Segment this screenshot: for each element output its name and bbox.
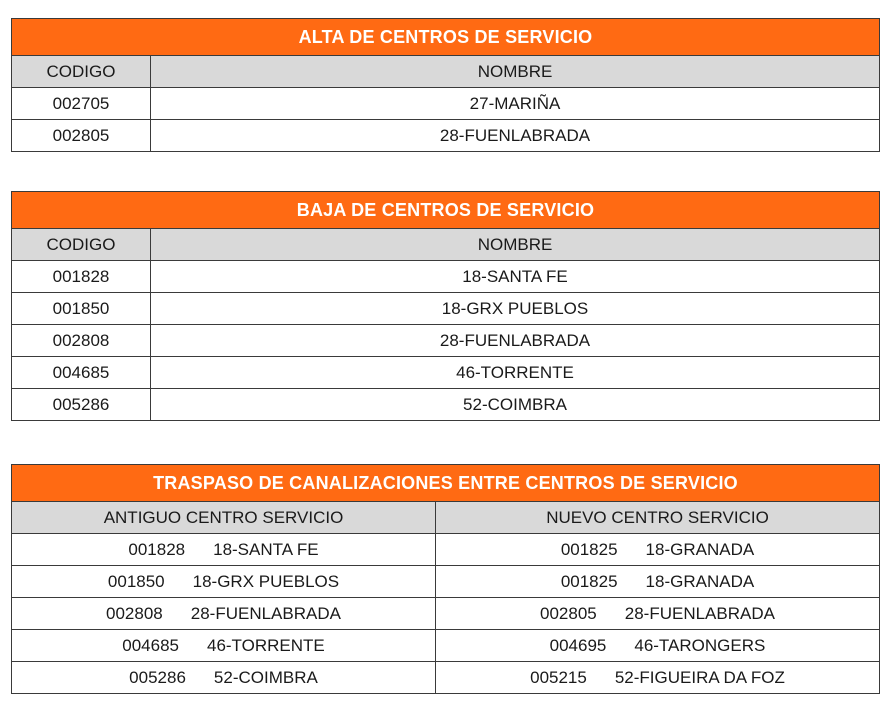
alta-header-nombre: NOMBRE: [151, 56, 880, 88]
traspaso-header-antiguo: ANTIGUO CENTRO SERVICIO: [12, 502, 436, 534]
nombre-cell: 52-COIMBRA: [151, 389, 880, 421]
antiguo-centro-cell: [12, 662, 436, 694]
nombre-cell: 46-TORRENTE: [151, 357, 880, 389]
alta-table: [11, 18, 880, 152]
nombre-cell: 27-MARIÑA: [151, 88, 880, 120]
table-row: [12, 389, 880, 421]
codigo-cell: 001850: [12, 293, 151, 325]
nuevo-nombre: 18-GRANADA: [645, 571, 755, 591]
nuevo-centro-cell: [436, 598, 880, 630]
antiguo-centro-cell: [12, 534, 436, 566]
nuevo-centro-cell: [436, 566, 880, 598]
nuevo-nombre: 52-FIGUEIRA DA FOZ: [614, 667, 785, 687]
antiguo-nombre: 18-GRX PUEBLOS: [192, 571, 340, 591]
nuevo-nombre: 28-FUENLABRADA: [624, 603, 775, 623]
alta-header-codigo: CODIGO: [12, 56, 151, 88]
table-row: [12, 293, 880, 325]
baja-header-nombre: NOMBRE: [151, 229, 880, 261]
nuevo-codigo: 001825: [560, 539, 618, 559]
traspaso-table-title: TRASPASO DE CANALIZACIONES ENTRE CENTROS DE SERVICIO: [12, 465, 880, 502]
codigo-cell: 002705: [12, 88, 151, 120]
antiguo-centro-cell: [12, 566, 436, 598]
antiguo-codigo: 005286: [129, 667, 186, 687]
baja-header-codigo: CODIGO: [12, 229, 151, 261]
antiguo-codigo: 001828: [128, 539, 186, 559]
nombre-cell: 28-FUENLABRADA: [151, 120, 880, 152]
nuevo-nombre: 18-GRANADA: [645, 539, 755, 559]
nuevo-centro-cell: [436, 534, 880, 566]
nombre-cell: 18-SANTA FE: [151, 261, 880, 293]
traspaso-header-nuevo: NUEVO CENTRO SERVICIO: [436, 502, 880, 534]
antiguo-codigo: 001850: [107, 571, 165, 591]
table-row: [12, 662, 880, 694]
antiguo-centro-cell: [12, 630, 436, 662]
table-row: [12, 566, 880, 598]
codigo-cell: 001828: [12, 261, 151, 293]
codigo-cell: 002805: [12, 120, 151, 152]
antiguo-codigo: 002808: [106, 603, 163, 623]
nuevo-codigo: 004695: [549, 635, 607, 655]
table-row: [12, 630, 880, 662]
nombre-cell: 18-GRX PUEBLOS: [151, 293, 880, 325]
antiguo-codigo: 004685: [122, 635, 179, 655]
antiguo-nombre: 52-COIMBRA: [213, 667, 318, 687]
table-row: [12, 357, 880, 389]
traspaso-table: [11, 464, 880, 694]
codigo-cell: 005286: [12, 389, 151, 421]
nuevo-centro-cell: [436, 630, 880, 662]
table-row: [12, 120, 880, 152]
codigo-cell: 004685: [12, 357, 151, 389]
antiguo-nombre: 46-TORRENTE: [206, 635, 325, 655]
alta-table-title: ALTA DE CENTROS DE SERVICIO: [12, 19, 880, 56]
baja-table-title: BAJA DE CENTROS DE SERVICIO: [12, 192, 880, 229]
nombre-cell: 28-FUENLABRADA: [151, 325, 880, 357]
codigo-cell: 002808: [12, 325, 151, 357]
table-row: [12, 88, 880, 120]
antiguo-nombre: 18-SANTA FE: [213, 539, 319, 559]
nuevo-centro-cell: [436, 662, 880, 694]
table-row: [12, 261, 880, 293]
nuevo-codigo: 005215: [530, 667, 587, 687]
antiguo-centro-cell: [12, 598, 436, 630]
nuevo-codigo: 002805: [540, 603, 597, 623]
baja-table: [11, 191, 880, 421]
antiguo-nombre: 28-FUENLABRADA: [190, 603, 341, 623]
table-row: [12, 534, 880, 566]
table-row: [12, 325, 880, 357]
nuevo-nombre: 46-TARONGERS: [634, 635, 766, 655]
nuevo-codigo: 001825: [560, 571, 618, 591]
table-row: [12, 598, 880, 630]
